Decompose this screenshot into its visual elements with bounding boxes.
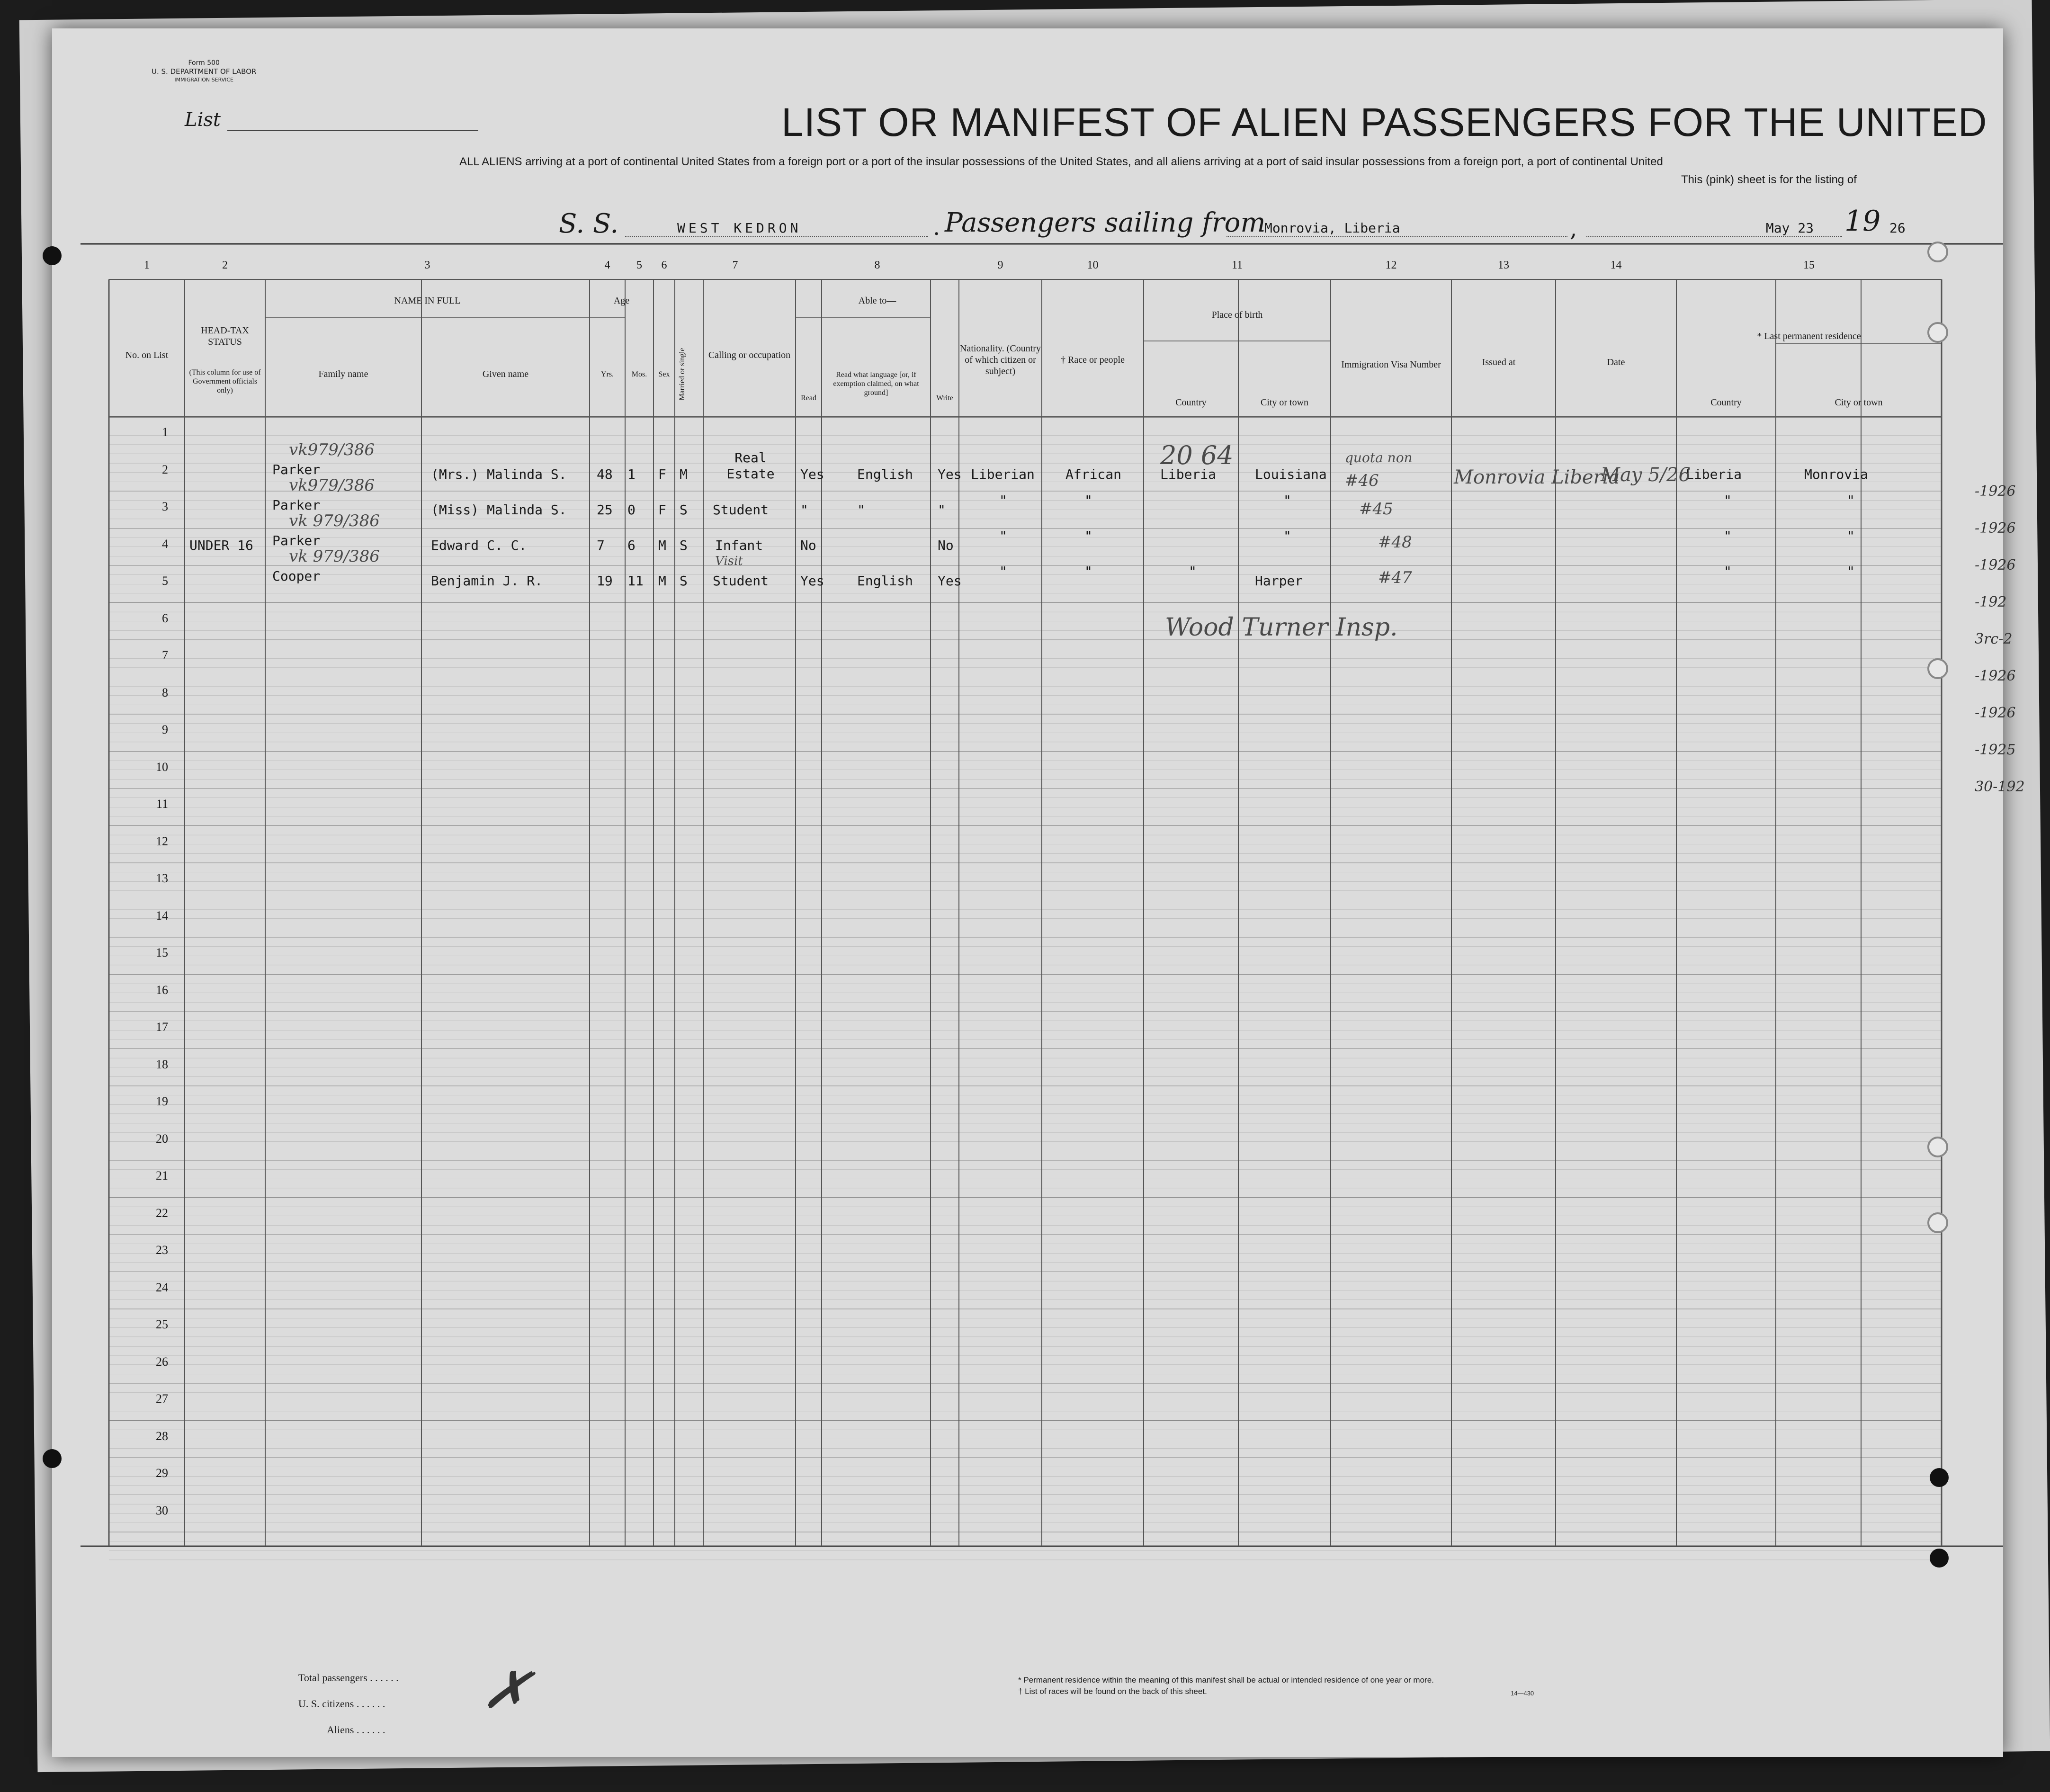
department-name: U. S. DEPARTMENT OF LABOR (152, 67, 257, 76)
row-number: 5 (162, 574, 168, 588)
passenger-calling: Student (713, 573, 769, 589)
col-place-of-birth-text: Place of birth (1211, 310, 1263, 320)
row-number: 25 (156, 1317, 168, 1331)
passenger-nationality: " (999, 528, 1007, 544)
passenger-birth-city: Louisiana (1255, 466, 1327, 482)
row-number: 2 (162, 462, 168, 476)
column-number (1144, 258, 1331, 272)
col-race (1042, 332, 1144, 388)
col-write-text: Write (936, 394, 953, 402)
col-last-residence-text: * Last permanent residence (1757, 331, 1861, 341)
punch-hole (43, 1449, 62, 1468)
col-visa-number-text: Immigration Visa Number (1341, 359, 1441, 370)
passenger-birth-country: Liberia (1160, 466, 1217, 482)
head-tax-status: UNDER 16 (189, 538, 253, 553)
edge-date: 30-192 (1975, 779, 2025, 795)
column-number-text: 6 (661, 259, 667, 271)
binder-ring (1927, 242, 1948, 262)
passenger-language: English (857, 466, 913, 482)
col-family-name (265, 360, 421, 388)
passenger-annotation: vk 979/386 (289, 547, 380, 566)
row-number: 15 (156, 946, 168, 959)
total-passengers-label: Total passengers . . . . . . (298, 1672, 399, 1684)
passenger-nationality: " (999, 493, 1007, 508)
residence-footnote: * Permanent residence within the meaning of this manifest shall be actual or intended residence of one year or more. (1018, 1676, 1434, 1684)
column-number-text: 13 (1498, 259, 1509, 271)
departure-port: Monrovia, Liberia (1226, 220, 1567, 237)
us-citizens-label: U. S. citizens . . . . . . (298, 1698, 385, 1710)
row-number: 23 (156, 1243, 168, 1257)
race-footnote: † List of races will be found on the back of this sheet. (1018, 1687, 1207, 1696)
passenger-marital-status: M (680, 466, 688, 482)
passenger-family-name: Cooper (272, 568, 321, 584)
inspector-remark: Wood Turner Insp. (1165, 613, 1398, 642)
service-name: IMMIGRATION SERVICE (174, 77, 234, 83)
period-mark: . (933, 214, 940, 241)
punch-hole (1930, 1468, 1949, 1487)
col-head-tax-note-text: (This column for use of Government officials only) (189, 368, 261, 394)
row-number: 21 (156, 1169, 168, 1183)
passenger-residence-city: " (1847, 564, 1855, 579)
column-number (265, 258, 590, 272)
col-race-text: † Race or people (1061, 355, 1125, 365)
passenger-given-name: (Mrs.) Malinda S. (431, 466, 567, 482)
sheet-color-note: This (pink) sheet is for the listing of (1681, 173, 1857, 186)
row-number: 18 (156, 1057, 168, 1071)
passenger-age-years: 19 (597, 573, 613, 589)
passenger-race: African (1065, 466, 1122, 482)
row-number: 17 (156, 1020, 168, 1034)
col-yrs-text: Yrs. (600, 370, 614, 378)
sailing-date: May 23 (1586, 220, 1842, 237)
col-read-language (822, 355, 931, 412)
passenger-nationality: " (999, 564, 1007, 579)
row-number: 24 (156, 1280, 168, 1294)
column-number-text: 1 (144, 259, 150, 271)
row-number: 27 (156, 1392, 168, 1406)
passenger-birth-city: " (1283, 493, 1291, 508)
passenger-can-read: Yes (800, 466, 824, 482)
col-birth-city-text: City or town (1260, 397, 1309, 408)
visa-issue-date: May 5/26 (1601, 464, 1691, 486)
col-res-country (1676, 393, 1776, 412)
row-number: 13 (156, 871, 168, 885)
col-visa-date (1556, 341, 1676, 384)
passenger-given-name: (Miss) Malinda S. (431, 502, 567, 518)
col-given-name-text: Given name (482, 369, 529, 379)
binder-ring (1927, 1212, 1948, 1233)
ship-name: WEST KEDRON (625, 220, 928, 237)
passenger-calling: Infant (715, 538, 763, 553)
edge-date: -192 (1975, 594, 2007, 610)
binder-ring (1927, 658, 1948, 679)
column-number (590, 258, 625, 272)
passenger-given-name: Benjamin J. R. (431, 573, 543, 589)
sailing-label: Passengers sailing from (945, 207, 1266, 238)
col-nationality-text: Nationality. (Country of which citizen or subject) (960, 343, 1041, 376)
passenger-birth-country: " (1189, 564, 1197, 579)
passenger-can-read: " (800, 502, 808, 518)
column-number-text: 10 (1087, 259, 1099, 271)
col-read-text: Read (801, 394, 816, 402)
visa-number: #47 (1378, 568, 1412, 587)
col-able-to (796, 289, 959, 313)
passenger-age-months: 6 (627, 538, 636, 553)
visa-handwritten-note: quota non (1345, 450, 1413, 466)
column-number (185, 258, 265, 272)
passenger-sex: M (658, 573, 666, 589)
col-head-tax-note (185, 355, 265, 407)
punch-hole (43, 246, 62, 265)
edge-date: -1926 (1975, 520, 2016, 537)
edge-date: -1925 (1975, 742, 2016, 758)
passenger-sex: M (658, 538, 666, 553)
column-number-text: 5 (636, 259, 642, 271)
col-res-city-text: City or town (1835, 397, 1883, 408)
year-suffix: 26 (1889, 220, 1906, 236)
column-number-text: 8 (874, 259, 880, 271)
col-read (796, 388, 822, 407)
passenger-can-read: Yes (800, 573, 824, 589)
col-name-in-full-text: NAME IN FULL (394, 296, 461, 306)
col-head-tax (185, 322, 265, 350)
passenger-language: English (857, 573, 913, 589)
row-number: 16 (156, 983, 168, 997)
column-number (1676, 258, 1942, 272)
passenger-annotation: vk979/386 (289, 440, 375, 459)
binder-ring (1927, 322, 1948, 343)
passenger-residence-country: Liberia (1686, 466, 1742, 482)
row-number: 9 (162, 723, 168, 736)
column-number (109, 258, 185, 272)
form-code: 14—430 (1511, 1690, 1534, 1697)
passenger-age-months: 11 (627, 573, 644, 589)
col-visa-date-text: Date (1607, 357, 1625, 367)
visa-number: #45 (1359, 500, 1393, 519)
manifest-description: ALL ALIENS arriving at a port of continental United States from a foreign port or a port of the insular possessions of the United States, and all aliens arriving at a port of said insular possessions from a foreign port, a port of continental United (459, 155, 1663, 168)
col-calling-text: Calling or occupation (708, 350, 791, 360)
col-issued-at-text: Issued at— (1482, 357, 1525, 367)
row-number: 12 (156, 834, 168, 848)
row-number: 30 (156, 1503, 168, 1517)
manifest-grid (52, 28, 2003, 1757)
col-write (931, 388, 959, 407)
passenger-annotation: vk979/386 (289, 476, 375, 495)
col-family-name-text: Family name (318, 369, 368, 379)
col-birth-country-text: Country (1175, 397, 1207, 408)
col-sex-text: Sex (658, 370, 670, 378)
col-nationality (959, 322, 1042, 398)
col-married (668, 332, 696, 417)
punch-hole (1930, 1549, 1949, 1568)
column-number-text: 9 (997, 259, 1003, 271)
passenger-birth-city: " (1283, 528, 1291, 544)
passenger-can-write: Yes (938, 573, 962, 589)
column-number (675, 258, 796, 272)
row-number: 20 (156, 1131, 168, 1146)
col-birth-city (1238, 393, 1331, 412)
visa-number: #48 (1378, 533, 1412, 552)
passenger-family-name: Parker (272, 533, 321, 548)
row-number: 6 (162, 611, 168, 625)
passenger-nationality: Liberian (971, 466, 1035, 482)
edge-date: -1926 (1975, 483, 2016, 500)
passenger-can-write: " (938, 502, 946, 518)
passenger-residence-city: Monrovia (1804, 466, 1868, 482)
manifest-sheet (52, 28, 2025, 1757)
row-number: 19 (156, 1094, 168, 1108)
year-prefix: 19 (1844, 205, 1881, 238)
column-number-text: 15 (1803, 259, 1815, 271)
col-birth-country (1144, 393, 1238, 412)
passenger-age-months: 1 (627, 466, 636, 482)
column-number-text: 7 (732, 259, 738, 271)
col-mos-text: Mos. (631, 370, 647, 378)
col-no-on-list-text: No. on List (125, 350, 169, 360)
col-age (590, 289, 653, 313)
passenger-marital-status: S (680, 538, 688, 553)
passenger-residence-country: " (1724, 493, 1732, 508)
passenger-residence-country: " (1724, 564, 1732, 579)
edge-date: -1926 (1975, 557, 2016, 573)
column-number (1042, 258, 1144, 272)
col-age-text: Age (613, 296, 630, 306)
form-number: Form 500 (188, 59, 220, 67)
passenger-calling: Real Estate (726, 450, 775, 482)
passenger-can-write: Yes (938, 466, 962, 482)
col-yrs (590, 360, 625, 388)
col-given-name (421, 360, 590, 388)
col-able-to-text: Able to— (858, 296, 896, 306)
column-number (796, 258, 959, 272)
col-res-city (1776, 393, 1942, 412)
column-number (1451, 258, 1556, 272)
passenger-birth-city: Harper (1255, 573, 1303, 589)
passenger-family-name: Parker (272, 462, 321, 477)
col-place-of-birth (1144, 294, 1331, 336)
col-married-text: Married or single (678, 348, 686, 401)
column-number-text: 4 (604, 259, 610, 271)
manifest-title: LIST OR MANIFEST OF ALIEN PASSENGERS FOR THE UNITED (781, 100, 1987, 144)
passenger-race: " (1084, 564, 1092, 579)
birth-handwritten-note: 20 64 (1160, 440, 1234, 470)
passenger-age-years: 25 (597, 502, 613, 518)
col-calling (703, 322, 796, 388)
passenger-residence-country: " (1724, 528, 1732, 544)
col-res-country-text: Country (1710, 397, 1742, 408)
row-number: 8 (162, 685, 168, 699)
col-visa-number (1331, 322, 1451, 407)
binder-ring (1927, 1137, 1948, 1157)
column-number-text: 3 (424, 259, 430, 271)
column-number-text: 11 (1231, 259, 1243, 271)
passenger-age-months: 0 (627, 502, 636, 518)
passenger-age-years: 48 (597, 466, 613, 482)
visit-annotation: Visit (715, 554, 743, 568)
row-number: 3 (162, 500, 168, 513)
row-number: 4 (162, 537, 168, 551)
col-issued-at (1451, 341, 1556, 384)
column-number (1331, 258, 1451, 272)
ss-label: S. S. (559, 208, 619, 239)
footer-cross-mark: ✗ (478, 1654, 535, 1727)
passenger-sex: F (658, 466, 666, 482)
row-number: 10 (156, 760, 168, 774)
row-number: 11 (156, 797, 168, 811)
col-head-tax-text: HEAD-TAX STATUS (201, 325, 249, 347)
passenger-annotation: vk 979/386 (289, 511, 380, 530)
edge-date: -1926 (1975, 705, 2016, 721)
passenger-marital-status: S (680, 502, 688, 518)
passenger-can-read: No (800, 538, 816, 553)
visa-number: #46 (1345, 471, 1379, 490)
column-number (959, 258, 1042, 272)
passenger-residence-city: " (1847, 493, 1855, 508)
passenger-given-name: Edward C. C. (431, 538, 527, 553)
col-no-on-list (109, 313, 185, 398)
passenger-sex: F (658, 502, 666, 518)
edge-date: -1926 (1975, 668, 2016, 684)
passenger-residence-city: " (1847, 528, 1855, 544)
row-number: 29 (156, 1466, 168, 1480)
row-number: 28 (156, 1429, 168, 1443)
row-number: 22 (156, 1206, 168, 1220)
edge-date: 3rc-2 (1975, 631, 2013, 647)
column-number-text: 2 (222, 259, 228, 271)
passenger-can-write: No (938, 538, 954, 553)
passenger-calling: Student (713, 502, 769, 518)
row-number: 14 (156, 908, 168, 923)
col-name-in-full (265, 289, 590, 313)
column-number-text: 14 (1610, 259, 1622, 271)
row-number: 26 (156, 1354, 168, 1369)
visa-issued-place: Monrovia Liberia (1454, 466, 1620, 488)
col-read-language-text: Read what language [or, if exemption claimed, on what ground] (833, 370, 919, 397)
passenger-family-name: Parker (272, 497, 321, 513)
aliens-label: Aliens . . . . . . (327, 1724, 385, 1736)
column-number-text: 12 (1385, 259, 1397, 271)
col-mos (625, 360, 653, 388)
passenger-race: " (1084, 528, 1092, 544)
column-number (625, 258, 653, 272)
passenger-age-years: 7 (597, 538, 605, 553)
col-last-residence (1676, 322, 1942, 350)
row-number: 1 (162, 425, 168, 439)
row-number: 7 (162, 648, 168, 662)
column-number (653, 258, 675, 272)
passenger-language: " (857, 502, 865, 518)
passenger-race: " (1084, 493, 1092, 508)
list-label: List (185, 109, 221, 131)
comma-mark: , (1570, 215, 1577, 242)
column-number (1556, 258, 1676, 272)
passenger-marital-status: S (680, 573, 688, 589)
